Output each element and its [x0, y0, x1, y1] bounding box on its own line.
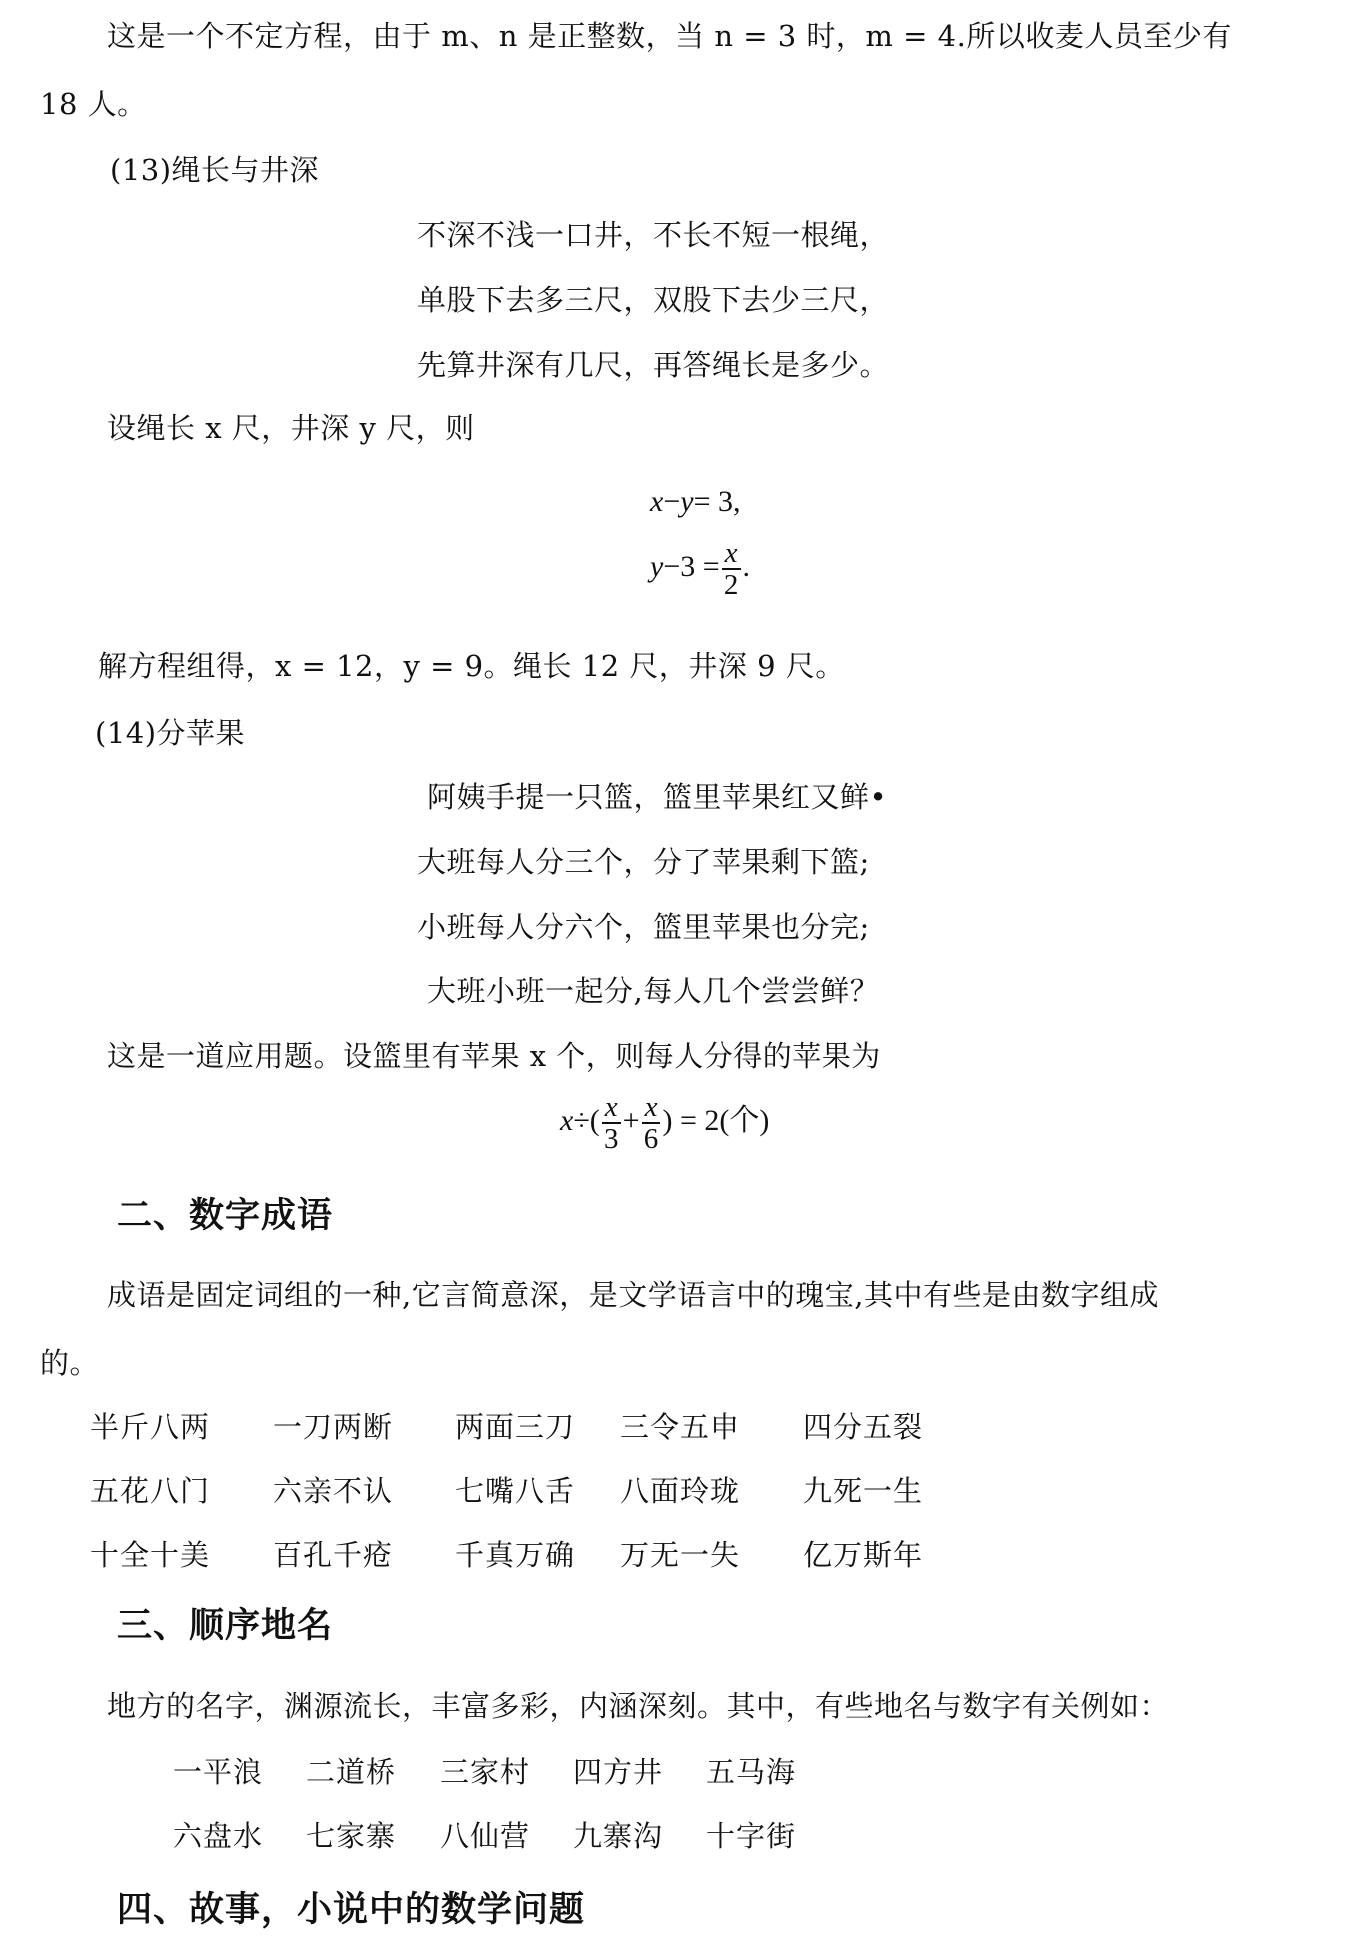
equation-rhs: = 3, — [693, 485, 741, 518]
formula-rhs: ) = 2(个) — [662, 1103, 770, 1137]
denominator: 2 — [723, 569, 739, 601]
place-row — [0, 1816, 1363, 1856]
equation-lhs: −3 = — [663, 549, 720, 583]
idiom: 千真万确 — [455, 1538, 576, 1572]
fraction — [722, 538, 741, 600]
place-name: 二道桥 — [306, 1755, 397, 1789]
section-heading: 四、故事，小说中的数学问题 — [117, 1890, 586, 1930]
plus-sign: + — [622, 1103, 640, 1137]
equation-1 — [650, 482, 741, 522]
place-name: 一平浪 — [173, 1755, 264, 1789]
numerator: x — [604, 1091, 618, 1123]
poem-line: 大班每人分三个，分了苹果剩下篮; — [417, 845, 870, 879]
idiom: 七嘴八舌 — [455, 1474, 576, 1508]
var-x: x — [560, 1103, 574, 1137]
equation-2 — [650, 538, 750, 600]
idiom: 亿万斯年 — [803, 1538, 924, 1572]
idiom-row — [0, 1407, 1363, 1447]
paragraph-line: 成语是固定词组的一种,它言简意深，是文学语言中的瑰宝,其中有些是由数字组成 — [107, 1278, 1159, 1312]
setup-text: 设绳长 x 尺，井深 y 尺，则 — [107, 411, 475, 445]
apple-formula — [560, 1092, 769, 1154]
denominator: 6 — [643, 1123, 659, 1155]
idiom: 六亲不认 — [273, 1474, 394, 1508]
var-y: y — [650, 549, 664, 583]
paragraph-line: 的。 — [40, 1346, 100, 1380]
problem-title: (14)分苹果 — [95, 716, 246, 750]
idiom: 半斤八两 — [90, 1410, 211, 1444]
place-name: 九寨沟 — [573, 1819, 664, 1853]
poem-line: 大班小班一起分,每人几个尝尝鲜？ — [427, 974, 880, 1008]
problem-title: (13)绳长与井深 — [110, 153, 320, 187]
section-heading: 二、数字成语 — [117, 1196, 334, 1236]
idiom: 两面三刀 — [455, 1410, 576, 1444]
minus-sign: − — [663, 485, 681, 518]
poem-line: 先算井深有几尺，再答绳长是多少。 — [417, 348, 890, 382]
section-heading: 三、顺序地名 — [117, 1606, 334, 1646]
var-y: y — [680, 485, 694, 518]
idiom: 八面玲珑 — [620, 1474, 741, 1508]
numerator: x — [644, 1091, 658, 1123]
paragraph-line: 这是一个不定方程，由于 m、n 是正整数，当 n = 3 时，m = 4.所以收麦人员至少有 — [107, 19, 1232, 53]
numerator: x — [724, 537, 738, 569]
place-name: 六盘水 — [173, 1819, 264, 1853]
idiom: 十全十美 — [90, 1538, 211, 1572]
idiom-row — [0, 1535, 1363, 1575]
idiom: 万无一失 — [620, 1538, 741, 1572]
answer-text: 解方程组得，x = 12，y = 9。绳长 12 尺，井深 9 尺。 — [98, 649, 845, 683]
place-row — [0, 1752, 1363, 1792]
poem-line: 阿姨手提一只篮，篮里苹果红又鲜• — [427, 780, 888, 814]
place-name: 十字街 — [706, 1819, 797, 1853]
idiom: 一刀两断 — [273, 1410, 394, 1444]
place-name: 三家村 — [440, 1755, 531, 1789]
period: . — [742, 549, 751, 583]
place-name: 八仙营 — [440, 1819, 531, 1853]
var-x: x — [650, 485, 664, 518]
place-name: 四方井 — [573, 1755, 664, 1789]
denominator: 3 — [603, 1123, 619, 1155]
paragraph-line: 地方的名字，渊源流长，丰富多彩，内涵深刻。其中，有些地名与数字有关例如： — [107, 1689, 1170, 1723]
idiom: 九死一生 — [803, 1474, 924, 1508]
poem-line: 单股下去多三尺，双股下去少三尺， — [417, 283, 890, 317]
fraction-x-over-3 — [602, 1092, 621, 1154]
idiom-row — [0, 1471, 1363, 1511]
poem-line: 不深不浅一口井，不长不短一根绳， — [417, 218, 890, 252]
idiom: 四分五裂 — [803, 1410, 924, 1444]
divide-open: ÷( — [573, 1103, 600, 1137]
idiom: 三令五申 — [620, 1410, 741, 1444]
place-name: 五马海 — [706, 1755, 797, 1789]
idiom: 百孔千疮 — [273, 1538, 394, 1572]
fraction-x-over-6 — [642, 1092, 661, 1154]
place-name: 七家寨 — [306, 1819, 397, 1853]
poem-line: 小班每人分六个，篮里苹果也分完; — [417, 910, 870, 944]
setup-text: 这是一道应用题。设篮里有苹果 x 个，则每人分得的苹果为 — [107, 1039, 881, 1073]
paragraph-line: 18 人。 — [40, 87, 147, 121]
idiom: 五花八门 — [90, 1474, 211, 1508]
